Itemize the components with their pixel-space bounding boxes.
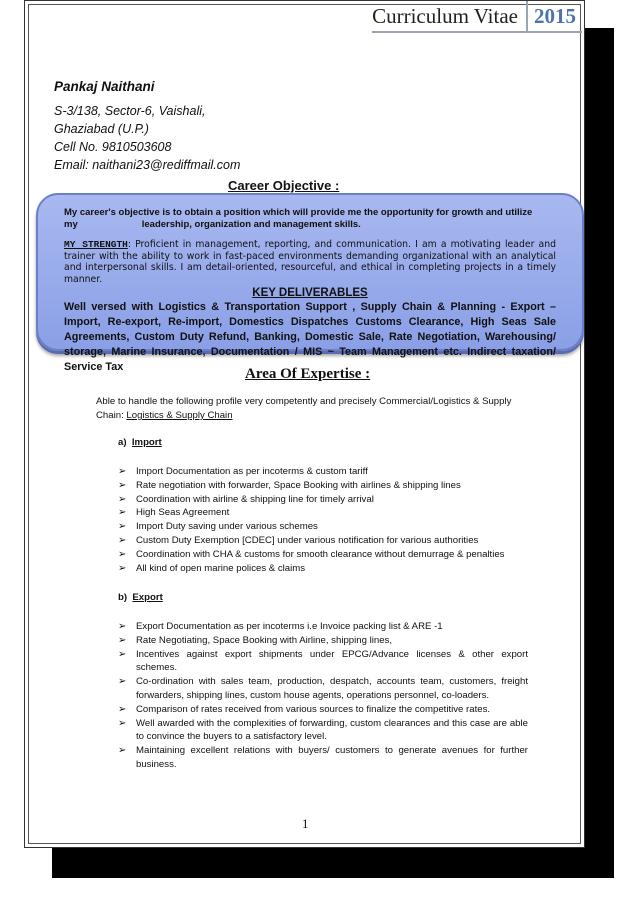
list-item: ➢ Co-ordination with sales team, production, despatch, accounts team, customers, freight forwarders, shipping lines, custom house agents, operations personnel, co-loaders. xyxy=(118,675,528,703)
header-year: 2015 xyxy=(526,1,582,33)
import-prefix: a) xyxy=(118,437,127,448)
objective-line-2a: my xyxy=(64,219,78,230)
key-deliverables-heading: KEY DELIVERABLES xyxy=(252,287,368,299)
list-item: ➢ Well awarded with the complexities of forwarding, custom clearances and this case are able to convince the buyers to a satisfactory level. xyxy=(118,717,528,745)
list-item: ➢ Rate Negotiating, Space Booking with Airline, shipping lines, xyxy=(118,634,528,648)
list-item: ➢ Rate negotiation with forwarder, Space Booking with airlines & shipping lines xyxy=(118,479,528,493)
export-list xyxy=(118,620,528,772)
list-item: ➢ Export Documentation as per incoterms i.e Invoice packing list & ARE -1 xyxy=(118,620,528,634)
list-item: ➢ Incentives against export shipments under EPCG/Advance licenses & other export schemes. xyxy=(118,648,528,676)
strength-paragraph xyxy=(64,239,556,285)
address-line-2: Ghaziabad (U.P.) xyxy=(54,122,149,136)
list-item: ➢ Comparison of rates received from various sources to finalize the competitive rates. xyxy=(118,703,528,717)
page-header xyxy=(372,1,582,33)
expertise-intro xyxy=(96,395,536,423)
list-item: ➢ Import Documentation as per incoterms & custom tariff xyxy=(118,465,528,479)
list-item: ➢ Import Duty saving under various schemes xyxy=(118,520,528,534)
list-item: ➢ All kind of open marine polices & claims xyxy=(118,562,528,576)
career-objective-panel xyxy=(36,193,584,373)
expertise-intro-underlined: Logistics & Supply Chain xyxy=(126,410,233,421)
strength-text: : Proficient in management, reporting, and communication. I am a motivating leader and trainer with the ability to work in fast-paced environments demanding organizational with an analytical and interpersonal skills. I am detail-oriented, resourceful, and ethical in completing projects in a timely manner. xyxy=(64,239,556,285)
career-objective-heading: Career Objective : xyxy=(228,178,340,193)
address-line-1: S-3/138, Sector-6, Vaishali, xyxy=(54,104,206,118)
import-subheading xyxy=(118,437,162,448)
phone-number: Cell No. 9810503608 xyxy=(54,140,172,154)
list-item: ➢ Maintaining excellent relations with buyers/ customers to generate avenues for further business. xyxy=(118,744,528,772)
import-title: Import xyxy=(131,437,162,448)
strength-label: MY STRENGTH xyxy=(64,239,128,250)
list-item: ➢ Coordination with airline & shipping line for timely arrival xyxy=(118,493,528,507)
export-prefix: b) xyxy=(118,592,128,603)
export-subheading xyxy=(118,592,163,603)
objective-text xyxy=(64,207,556,231)
list-item: ➢ High Seas Agreement xyxy=(118,506,528,520)
objective-line-1: My career's objective is to obtain a position which will provide me the opportunity for growth and utilize xyxy=(64,207,533,218)
email-address: Email: naithani23@rediffmail.com xyxy=(54,158,241,172)
header-title: Curriculum Vitae xyxy=(372,1,526,33)
key-deliverables-text: Well versed with Logistics & Transportation Support , Supply Chain & Planning - Export – Import, Re-export, Re-import, Domestics Dispatches Customs Clearance, High Seas Sale Agreements, Custom Duty Refund, Banking, Domestic Sale, Rate Negotiation, Warehousing/ storage, Marine Insurance, Documentation / MIS ~ Team Management etc. Indirect taxation/ Service Tax xyxy=(64,301,556,373)
expertise-intro-text: Able to handle the following profile very competently and precisely Commercial/Logistics & Supply Chain: xyxy=(96,396,512,421)
objective-line-2 xyxy=(64,219,556,231)
export-title: Export xyxy=(132,592,163,603)
area-of-expertise-heading: Area Of Expertise : xyxy=(245,366,371,382)
contact-block xyxy=(54,78,240,174)
import-list xyxy=(118,465,528,575)
candidate-name: Pankaj Naithani xyxy=(54,79,155,94)
list-item: ➢ Coordination with CHA & customs for smooth clearance without demurrage & penalties xyxy=(118,548,528,562)
page-number: 1 xyxy=(302,816,309,831)
objective-line-2b: leadership, organization and management skills. xyxy=(141,219,361,230)
list-item: ➢ Custom Duty Exemption [CDEC] under various notification for various authorities xyxy=(118,534,528,548)
